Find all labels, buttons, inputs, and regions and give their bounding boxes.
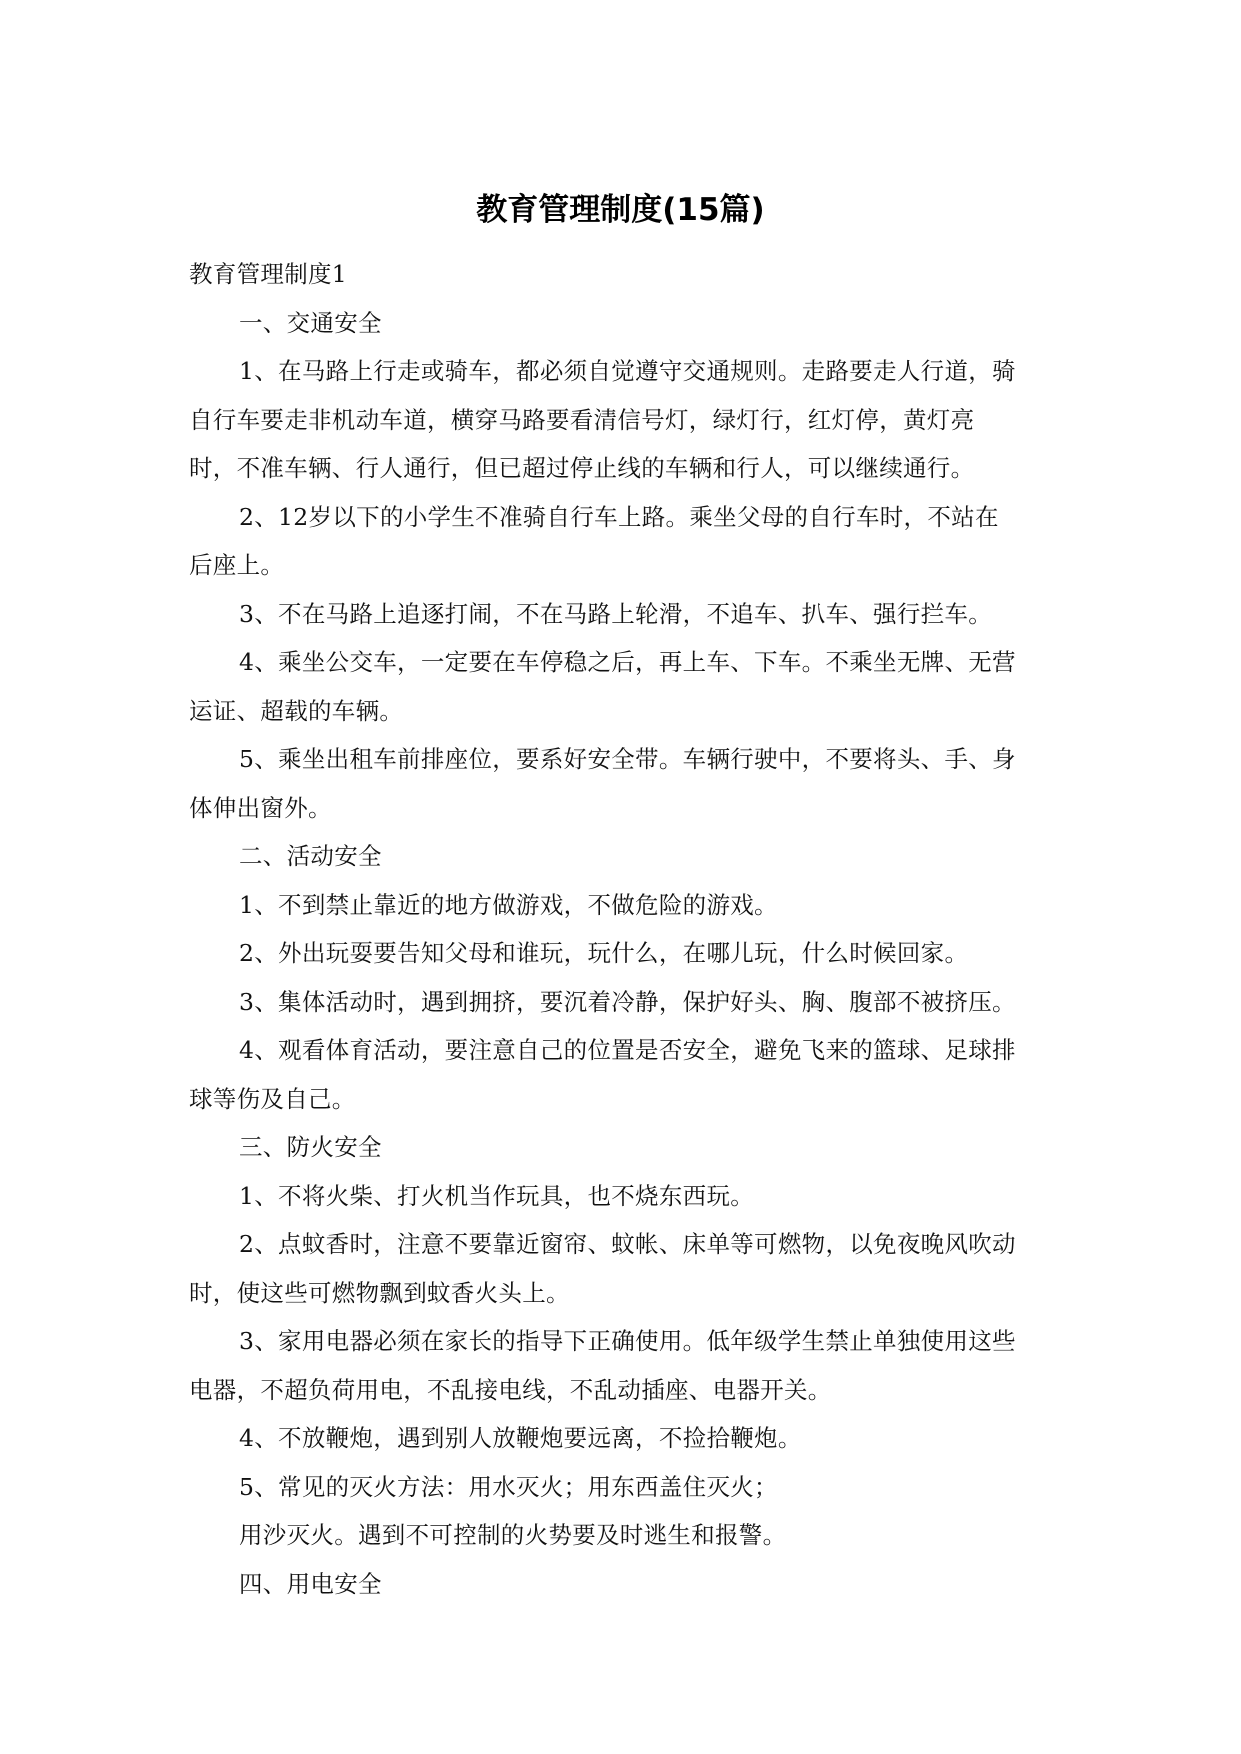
paragraph-line: 体伸出窗外。	[189, 793, 332, 822]
subheading: 一、交通安全	[239, 308, 382, 337]
subheading: 二、活动安全	[239, 842, 382, 870]
paragraph-line: 自行车要走非机动车道，横穿马路要看清信号灯，绿灯行，红灯停，黄灯亮	[189, 405, 975, 434]
paragraph-line: 用沙灭火。遇到不可控制的火势要及时逃生和报警。	[239, 1521, 787, 1549]
document-body	[189, 250, 1049, 1608]
paragraph-line: 4、观看体育活动，要注意自己的位置是否安全，避免飞来的篮球、足球排	[239, 1036, 1016, 1064]
paragraph-line: 1、在马路上行走或骑车，都必须自觉遵守交通规则。走路要走人行道，骑	[239, 357, 1016, 385]
paragraph-line: 2、12岁以下的小学生不准骑自行车上路。乘坐父母的自行车时，不站在	[239, 502, 999, 531]
paragraph-line: 1、不将火柴、打火机当作玩具，也不烧东西玩。	[239, 1181, 755, 1210]
paragraph-line: 时，使这些可燃物飘到蚊香火头上。	[189, 1278, 570, 1307]
document-title: 教育管理制度(15篇)	[476, 192, 765, 228]
subheading: 四、用电安全	[239, 1569, 382, 1598]
paragraph-line: 2、点蚊香时，注意不要靠近窗帘、蚊帐、床单等可燃物，以免夜晚风吹动	[239, 1230, 1016, 1258]
paragraph-line: 4、不放鞭炮，遇到别人放鞭炮要远离，不捡拾鞭炮。	[239, 1424, 802, 1452]
subheading: 三、防火安全	[239, 1133, 382, 1161]
paragraph-line: 球等伤及自己。	[189, 1084, 356, 1113]
paragraph-line: 1、不到禁止靠近的地方做游戏，不做危险的游戏。	[239, 890, 778, 919]
paragraph-line: 3、集体活动时，遇到拥挤，要沉着冷静，保护好头、胸、腹部不被挤压。	[239, 987, 1016, 1016]
paragraph-line: 时，不准车辆、行人通行，但已超过停止线的车辆和行人，可以继续通行。	[189, 454, 975, 482]
paragraph-line: 电器，不超负荷用电，不乱接电线，不乱动插座、电器开关。	[189, 1375, 832, 1404]
paragraph-line: 运证、超载的车辆。	[189, 696, 404, 725]
section-heading: 教育管理制度1	[189, 260, 348, 288]
paragraph-line: 5、乘坐出租车前排座位，要系好安全带。车辆行驶中，不要将头、手、身	[239, 745, 1016, 773]
paragraph-line: 3、家用电器必须在家长的指导下正确使用。低年级学生禁止单独使用这些	[239, 1327, 1016, 1355]
paragraph-line: 后座上。	[189, 551, 285, 579]
paragraph-line: 2、外出玩耍要告知父母和谁玩，玩什么，在哪儿玩，什么时候回家。	[239, 939, 969, 967]
paragraph-line: 4、乘坐公交车，一定要在车停稳之后，再上车、下车。不乘坐无牌、无营	[239, 648, 1016, 676]
paragraph-line: 3、不在马路上追逐打闹，不在马路上轮滑，不追车、扒车、强行拦车。	[239, 599, 993, 628]
paragraph-line: 5、常见的灭火方法：用水灭火；用东西盖住灭火；	[239, 1472, 778, 1501]
